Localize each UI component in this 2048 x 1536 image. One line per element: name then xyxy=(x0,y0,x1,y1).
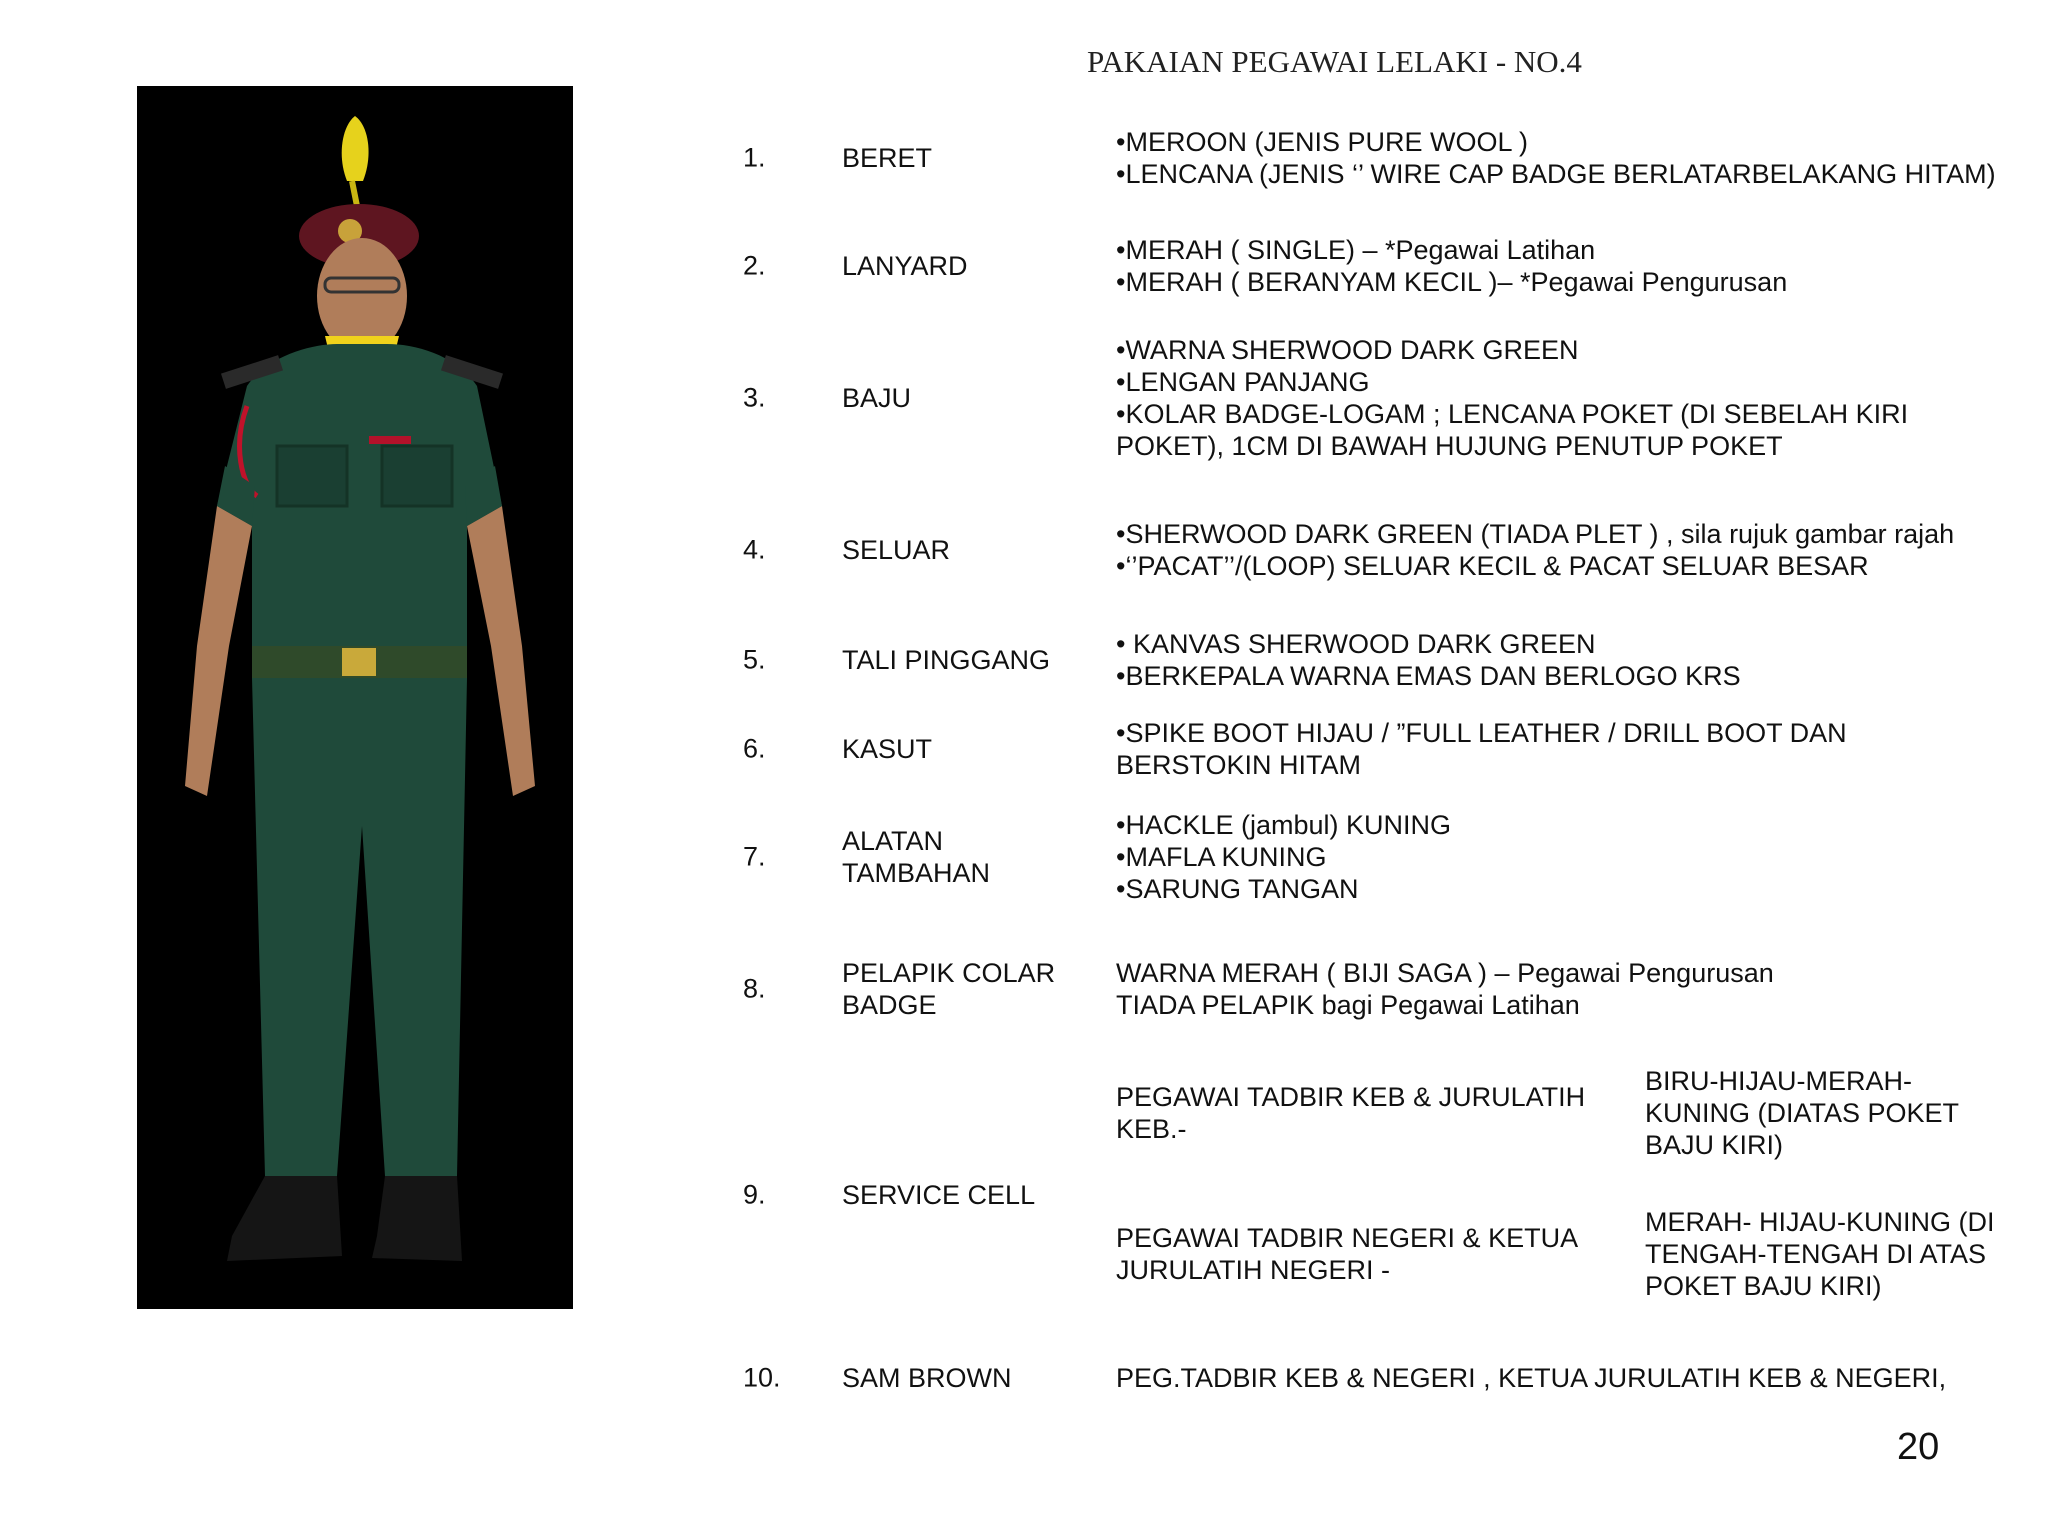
description-line: •LENGAN PANJANG xyxy=(1116,367,1370,397)
description-line: •SARUNG TANGAN xyxy=(1116,874,1359,904)
item-description xyxy=(1116,628,1996,692)
item-number: 10. xyxy=(743,1362,781,1393)
description-line: •BERKEPALA WARNA EMAS DAN BERLOGO KRS xyxy=(1116,661,1741,691)
item-number: 1. xyxy=(743,142,766,173)
service-cell-colours: MERAH- HIJAU-KUNING (DI TENGAH-TENGAH DI ATAS POKET BAJU KIRI) xyxy=(1645,1207,1995,1301)
service-cell-colours: BIRU-HIJAU-MERAH-KUNING (DIATAS POKET BAJU KIRI) xyxy=(1645,1066,1959,1160)
item-description xyxy=(1116,717,1996,781)
description-line: •MAFLA KUNING xyxy=(1116,842,1327,872)
description-line: •WARNA SHERWOOD DARK GREEN xyxy=(1116,335,1579,365)
item-name: SERVICE CELL xyxy=(842,1180,1036,1210)
item-name: KASUT xyxy=(842,734,933,764)
description-line: •HACKLE (jambul) KUNING xyxy=(1116,810,1452,840)
item-number: 4. xyxy=(743,534,766,565)
item-number: 5. xyxy=(743,644,766,675)
item-number: 9. xyxy=(743,1179,766,1210)
description-line: •SPIKE BOOT HIJAU / ”FULL LEATHER / DRILL BOOT DAN BERSTOKIN HITAM xyxy=(1116,718,1847,780)
item-description xyxy=(1116,957,1996,1021)
description-line: •KOLAR BADGE-LOGAM ; LENCANA POKET (DI SEBELAH KIRI POKET), 1CM DI BAWAH HUJUNG PENUTUP POKET xyxy=(1116,399,1909,461)
description-line: TIADA PELAPIK bagi Pegawai Latihan xyxy=(1116,990,1580,1020)
item-description xyxy=(1116,334,1996,462)
item-name: ALATAN TAMBAHAN xyxy=(842,826,991,888)
description-line: •LENCANA (JENIS ‘’ WIRE CAP BADGE BERLATARBELAKANG HITAM) xyxy=(1116,159,1996,189)
item-number: 7. xyxy=(743,841,766,872)
description-line: WARNA MERAH ( BIJI SAGA ) – Pegawai Pengurusan xyxy=(1116,958,1774,988)
service-cell-rank: PEGAWAI TADBIR NEGERI & KETUA JURULATIH NEGERI - xyxy=(1116,1223,1577,1285)
description-line: •SHERWOOD DARK GREEN (TIADA PLET ) , sila rujuk gambar rajah xyxy=(1116,519,1955,549)
item-name: BAJU xyxy=(842,383,912,413)
item-name: SELUAR xyxy=(842,535,951,565)
item-name: SAM BROWN xyxy=(842,1363,1012,1393)
description-line: PEG.TADBIR KEB & NEGERI , KETUA JURULATIH KEB & NEGERI, xyxy=(1116,1363,1947,1393)
item-name: BERET xyxy=(842,143,933,173)
item-description xyxy=(1116,1362,1996,1394)
item-name: PELAPIK COLAR BADGE xyxy=(842,958,1056,1020)
description-line: •‘’PACAT’’/(LOOP) SELUAR KECIL & PACAT SELUAR BESAR xyxy=(1116,551,1869,581)
item-number: 2. xyxy=(743,250,766,281)
uniform-photo xyxy=(137,86,573,1309)
description-line: •MERAH ( BERANYAM KECIL )– *Pegawai Pengurusan xyxy=(1116,267,1788,297)
item-description xyxy=(1116,126,1996,190)
page-title: PAKAIAN PEGAWAI LELAKI - NO.4 xyxy=(1087,44,1582,79)
item-number: 3. xyxy=(743,382,766,413)
item-name: LANYARD xyxy=(842,251,968,281)
item-description xyxy=(1116,234,1996,298)
service-cell-rank: PEGAWAI TADBIR KEB & JURULATIH KEB.- xyxy=(1116,1082,1586,1144)
item-number: 8. xyxy=(743,973,766,1004)
item-description xyxy=(1116,518,1996,582)
item-number: 6. xyxy=(743,733,766,764)
description-line: • KANVAS SHERWOOD DARK GREEN xyxy=(1116,629,1596,659)
description-line: •MEROON (JENIS PURE WOOL ) xyxy=(1116,127,1528,157)
page-number: 20 xyxy=(1897,1426,1940,1468)
description-line: •MERAH ( SINGLE) – *Pegawai Latihan xyxy=(1116,235,1596,265)
item-description xyxy=(1116,809,1996,905)
uniform-figure xyxy=(137,86,573,1309)
item-name: TALI PINGGANG xyxy=(842,645,1051,675)
